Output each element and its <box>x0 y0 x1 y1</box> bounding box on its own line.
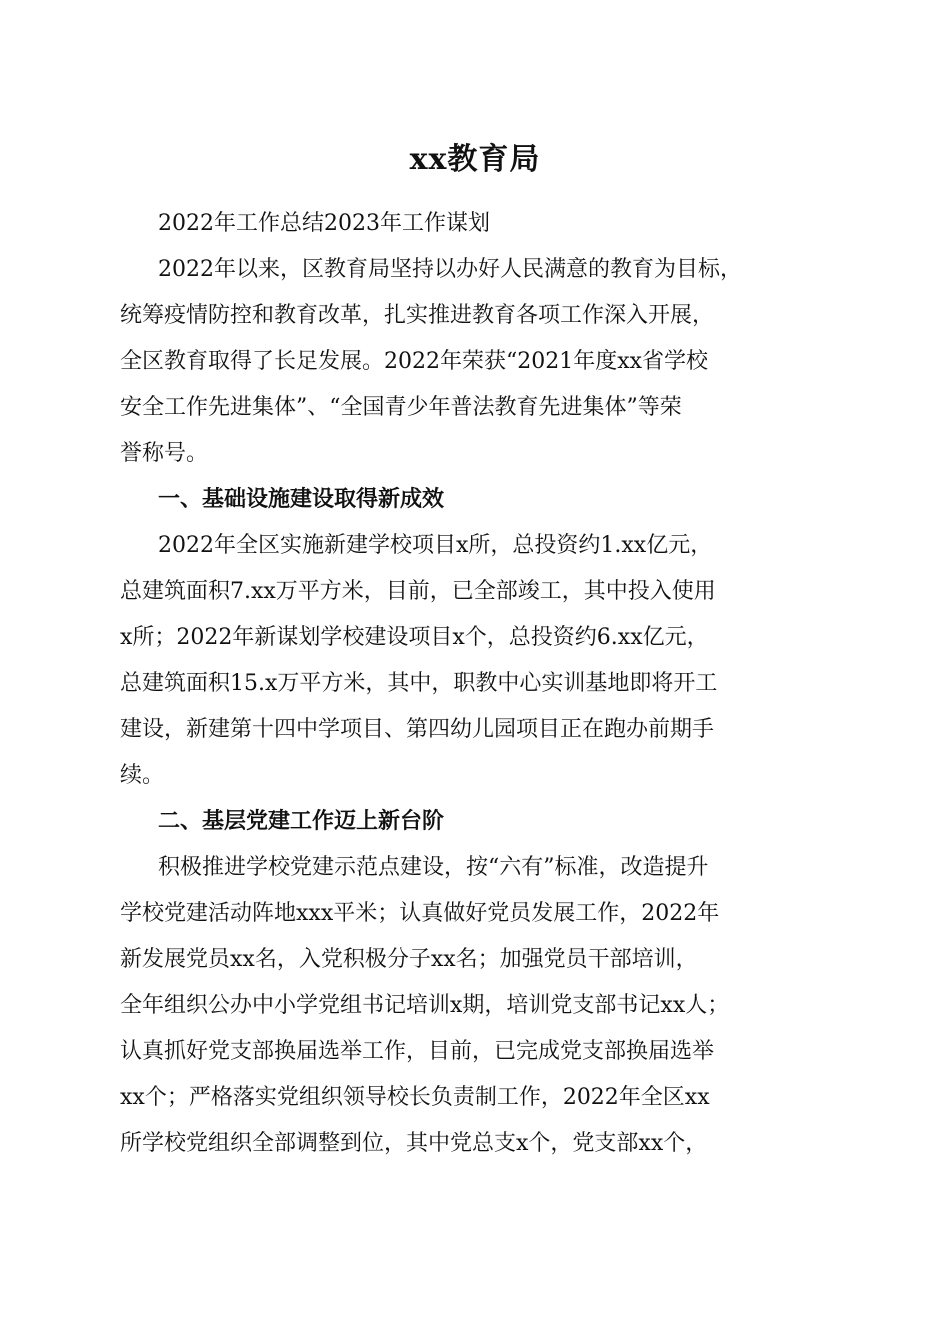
section-heading-1: 一、基础设施建设取得新成效 <box>158 487 445 512</box>
paragraph-line: xx个；严格落实党组织领导校长负责制工作，2022年全区xx <box>120 1085 710 1110</box>
paragraph-line: 认真抓好党支部换届选举工作，目前，已完成党支部换届选举 <box>120 1039 715 1064</box>
paragraph-line: 学校党建活动阵地xxx平米；认真做好党员发展工作，2022年 <box>120 901 720 926</box>
paragraph-line: 2022年全区实施新建学校项目x所，总投资约1.xx亿元， <box>158 533 713 558</box>
paragraph-line: 安全工作先进集体”、“全国青少年普法教育先进集体”等荣 <box>120 395 682 420</box>
paragraph-line: 建设，新建第十四中学项目、第四幼儿园项目正在跑办前期手 <box>120 717 715 742</box>
paragraph-line: 续。 <box>120 763 165 788</box>
paragraph-line: 誉称号。 <box>120 441 209 466</box>
paragraph-line: 统筹疫情防控和教育改革，扎实推进教育各项工作深入开展， <box>120 303 715 328</box>
subtitle-line: 2022年工作总结2023年工作谋划 <box>158 211 490 236</box>
paragraph-line: 全年组织公办中小学党组书记培训x期，培训党支部书记xx人； <box>120 993 730 1018</box>
paragraph-line: 总建筑面积7.xx万平方米，目前，已全部竣工，其中投入使用 <box>120 579 716 604</box>
paragraph-line: 全区教育取得了长足发展。2022年荣获“2021年度xx省学校 <box>120 349 709 374</box>
document-title: xx教育局 <box>409 142 541 177</box>
document-body <box>120 201 840 1167</box>
paragraph-line: x所；2022年新谋划学校建设项目x个，总投资约6.xx亿元， <box>120 625 709 650</box>
paragraph-line: 新发展党员xx名，入党积极分子xx名；加强党员干部培训， <box>120 947 698 972</box>
paragraph-line: 2022年以来，区教育局坚持以办好人民满意的教育为目标， <box>158 257 742 282</box>
paragraph-line: 积极推进学校党建示范点建设，按“六有”标准，改造提升 <box>158 855 709 880</box>
paragraph-line: 所学校党组织全部调整到位，其中党总支x个，党支部xx个， <box>120 1131 708 1156</box>
section-heading-2: 二、基层党建工作迈上新台阶 <box>158 809 445 834</box>
paragraph-line: 总建筑面积15.x万平方米，其中，职教中心实训基地即将开工 <box>120 671 718 696</box>
